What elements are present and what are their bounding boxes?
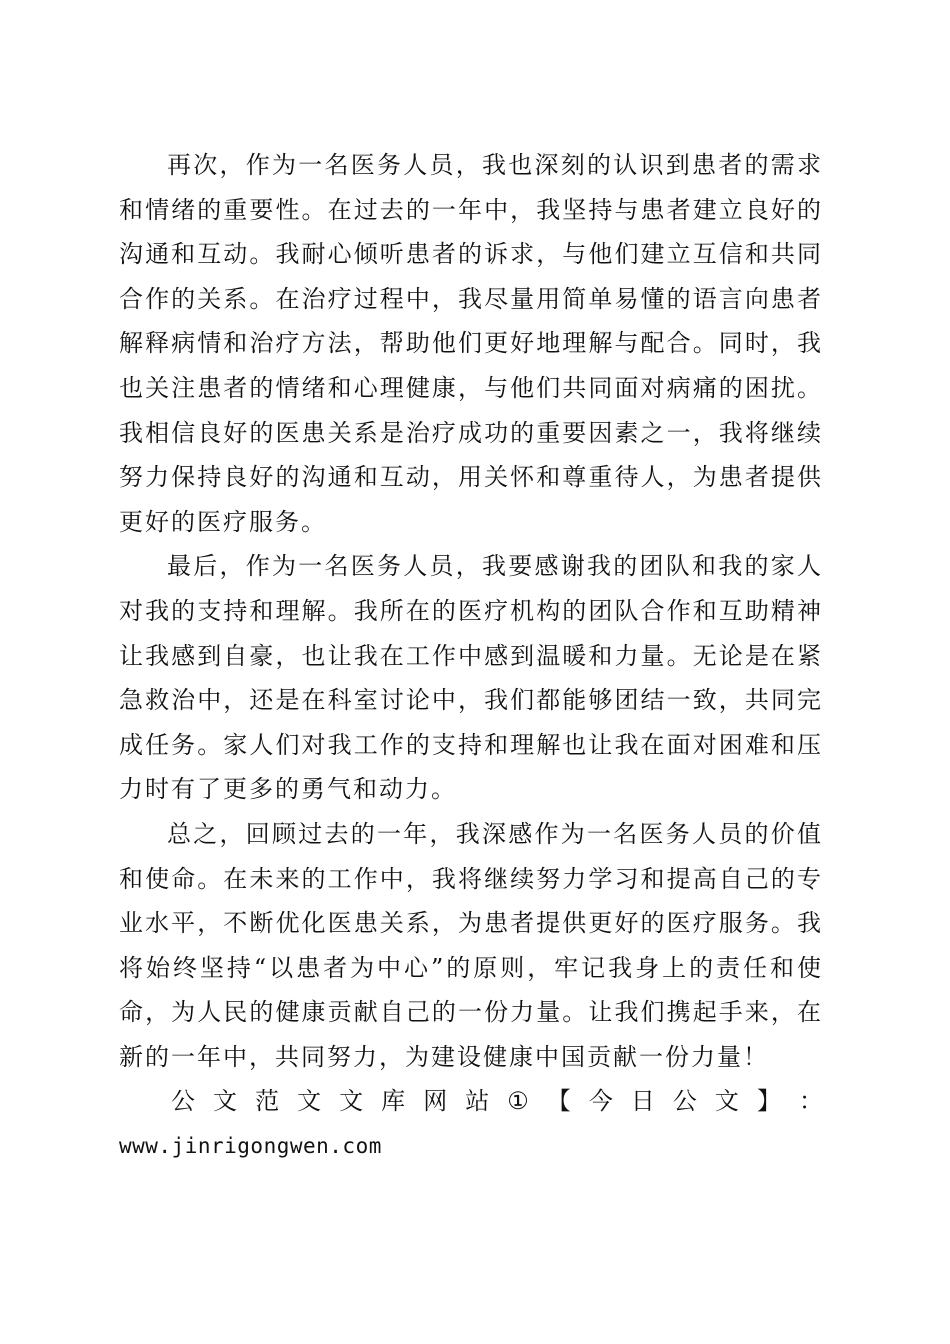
footer-char: 文 [714,1087,739,1116]
paragraph-thanks-team-family: 最后，作为一名医务人员，我要感谢我的团队和我的家人对我的支持和理解。我所在的医疗机构的团队合作和互助精神让我感到自豪，也让我在工作中感到温暖和力量。无论是在紧急救治中，还是在科室讨论中，我们都能够团结一致，共同完成任务。家人们对我工作的支持和理解也让我在面对困难和压力时有了更多的勇气和动力。 [119,552,823,804]
footer-char: 【 [546,1087,571,1116]
footer-char: 文 [339,1087,364,1116]
footer-char: 站 [465,1087,490,1116]
footer-url: www.jinrigongwen.com [119,1134,382,1159]
paragraph-summary: 总之，回顾过去的一年，我深感作为一名医务人员的价值和使命。在未来的工作中，我将继续努力学习和提高自己的专业水平，不断优化医患关系，为患者提供更好的医疗服务。我将始终坚持“以患者为中心”的原则，牢记我身上的责任和使命，为人民的健康贡献自己的一份力量。让我们携起手来，在新的一年中，共同努力，为建设健康中国贡献一份力量！ [119,819,823,1071]
document-body [119,143,823,1169]
footer-char: 公 [672,1087,697,1116]
footer-char: 公 [171,1087,195,1116]
footer-char: ① [507,1087,529,1116]
footer-char: 日 [630,1087,655,1116]
footer-char: 库 [381,1087,406,1116]
footer-char: 网 [423,1087,448,1116]
footer-source-label [119,1079,823,1124]
paragraph-patient-communication: 再次，作为一名医务人员，我也深刻的认识到患者的需求和情绪的重要性。在过去的一年中，我坚持与患者建立良好的沟通和互动。我耐心倾听患者的诉求，与他们建立互信和共同合作的关系。在治疗过程中，我尽量用简单易懂的语言向患者解释病情和治疗方法，帮助他们更好地理解与配合。同时，我也关注患者的情绪和心理健康，与他们共同面对病痛的困扰。我相信良好的医患关系是治疗成功的重要因素之一，我将继续努力保持良好的沟通和互动，用关怀和尊重待人，为患者提供更好的医疗服务。 [119,151,823,536]
footer-char: 范 [255,1087,280,1116]
footer-char: ： [798,1087,823,1116]
footer-char: 文 [297,1087,322,1116]
footer-char: 今 [588,1087,613,1116]
footer-char: 】 [756,1087,781,1116]
footer-char: 文 [213,1087,238,1116]
